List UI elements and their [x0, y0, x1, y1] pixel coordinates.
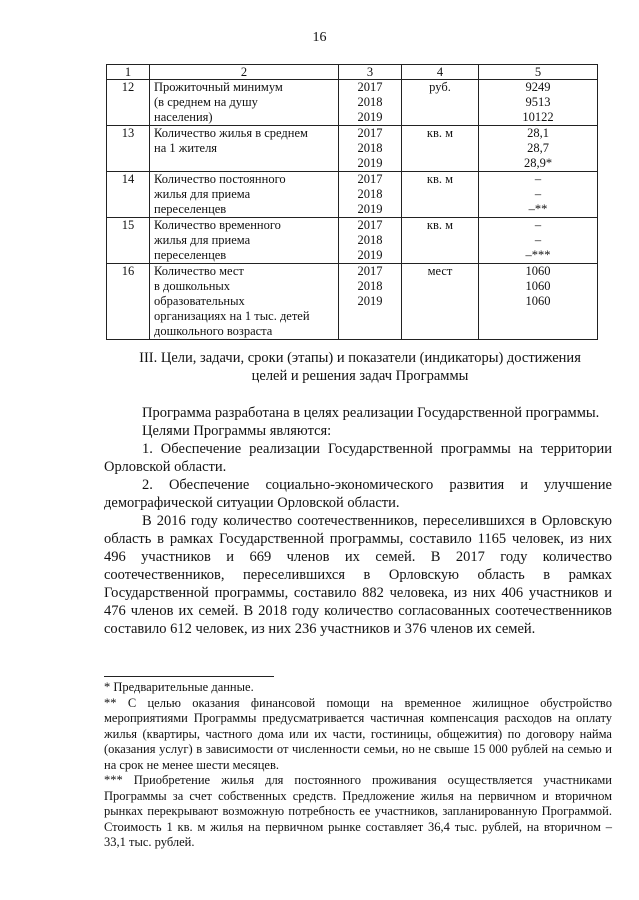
table-row: [107, 80, 598, 126]
section-heading: [100, 349, 620, 385]
row-number: 16: [107, 264, 150, 340]
indicator-name: Количество мест в дошкольных образовательных организациях на 1 тыс. детей дошкольного возраста: [150, 264, 339, 340]
unit-cell: руб.: [402, 80, 479, 126]
unit-cell: кв. м: [402, 126, 479, 172]
column-header: 1: [107, 65, 150, 80]
indicators-table: [106, 64, 598, 340]
values-cell: 9249 9513 10122: [479, 80, 598, 126]
column-header: 3: [339, 65, 402, 80]
indicator-name: Количество временного жилья для приема переселенцев: [150, 218, 339, 264]
row-number: 14: [107, 172, 150, 218]
paragraph: 1. Обеспечение реализации Государственной программы на территории Орловской области.: [104, 441, 612, 475]
years-cell: 2017 2018 2019: [339, 264, 402, 340]
values-cell: 1060 1060 1060: [479, 264, 598, 340]
row-number: 15: [107, 218, 150, 264]
page-number: 16: [312, 30, 327, 45]
table-row: [107, 218, 598, 264]
table-row: [107, 264, 598, 340]
indicator-name: Количество жилья в среднем на 1 жителя: [150, 126, 339, 172]
indicator-name: Прожиточный минимум (в среднем на душу населения): [150, 80, 339, 126]
indicator-name: Количество постоянного жилья для приема переселенцев: [150, 172, 339, 218]
body-text: [104, 404, 612, 638]
footnote: *** Приобретение жилья для постоянного проживания осуществляется участниками Программы за счет собственных средств. Предложение жилья на первичном и вторичном рынках перекрывают возможную потребность ее участников, запланированную Программой. Стоимость 1 кв. м жилья на первичном рынке составляет 36,4 тыс. рублей, на вторичном – 33,1 тыс. рублей.: [104, 773, 612, 849]
unit-cell: кв. м: [402, 172, 479, 218]
values-cell: – – –***: [479, 218, 598, 264]
footnote: ** С целью оказания финансовой помощи на временное жилищное обустройство мероприятиями Программы предусматривается частичная компенсация расходов на оплату жилья (квартиры, частного дома или их части, гостиницы, общежития) по договору найма (оказания услуг) в зависимости от численности семьи, но не свыше 15 000 рублей на семью и на срок не менее шести месяцев.: [104, 695, 612, 772]
column-header: 5: [479, 65, 598, 80]
years-cell: 2017 2018 2019: [339, 172, 402, 218]
row-number: 12: [107, 80, 150, 126]
paragraph: 2. Обеспечение социально-экономического развития и улучшение демографической ситуации Орловской области.: [104, 477, 612, 511]
section-title-line: III. Цели, задачи, сроки (этапы) и показатели (индикаторы) достижения: [139, 350, 581, 366]
unit-cell: мест: [402, 264, 479, 340]
years-cell: 2017 2018 2019: [339, 80, 402, 126]
footnote-divider: [104, 676, 274, 677]
table-row: [107, 126, 598, 172]
unit-cell: кв. м: [402, 218, 479, 264]
paragraph: Программа разработана в целях реализации Государственной программы.: [142, 405, 600, 421]
footnotes: [104, 680, 612, 851]
years-cell: 2017 2018 2019: [339, 126, 402, 172]
table-header-row: [107, 65, 598, 80]
footnote: * Предварительные данные.: [104, 680, 254, 694]
column-header: 4: [402, 65, 479, 80]
table-row: [107, 172, 598, 218]
column-header: 2: [150, 65, 339, 80]
row-number: 13: [107, 126, 150, 172]
paragraph: В 2016 году количество соотечественников, переселившихся в Орловскую область в рамках Государственной программы, составило 1165 человек, из них 496 участников и 669 членов их семей. В 2017 году количество соотечественников, переселившихся в Орловскую область в рамках Государственной программы, составило 882 человека, из них 406 участников и 476 членов их семей. В 2018 году количество согласованных соотечественников составило 612 человек, из них 236 участников и 376 членов их семей.: [104, 513, 612, 637]
values-cell: 28,1 28,7 28,9*: [479, 126, 598, 172]
section-title-line: целей и решения задач Программы: [251, 368, 469, 384]
years-cell: 2017 2018 2019: [339, 218, 402, 264]
paragraph: Целями Программы являются:: [142, 423, 332, 439]
values-cell: – – –**: [479, 172, 598, 218]
